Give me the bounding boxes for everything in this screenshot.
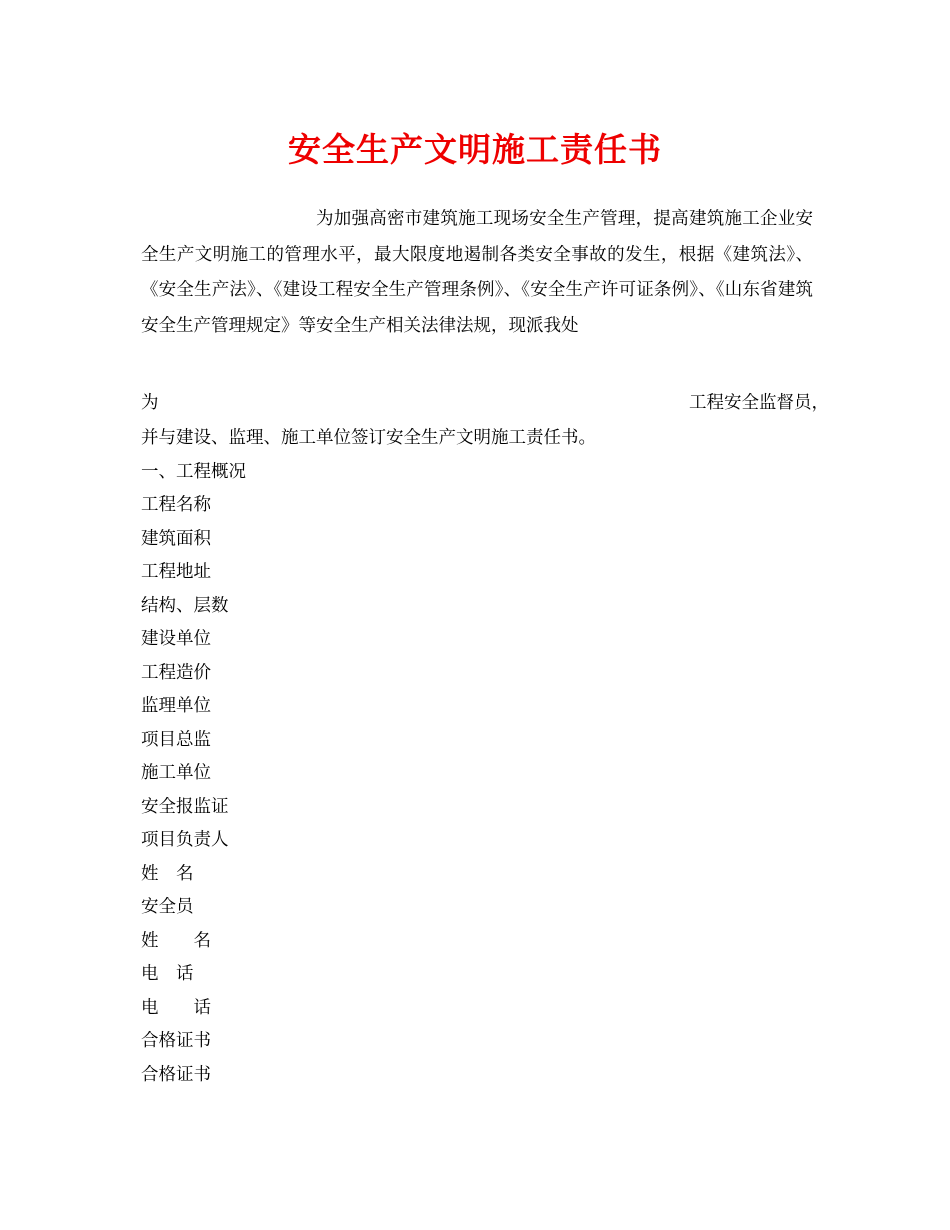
field-label: 建设单位 bbox=[141, 629, 211, 649]
field-label: 电 话 bbox=[141, 998, 211, 1018]
field-label: 工程名称 bbox=[141, 495, 211, 515]
intro-paragraph: 为加强高密市建筑施工现场安全生产管理，提高建筑施工企业安全生产文明施工的管理水平，最大限度地遏制各类安全事故的发生，根据《建筑法》、《安全生产法》、《建设工程安全生产管理条例》、《安全生产许可证条例》、《山东省建筑安全生产管理规定》等安全生产相关法律法规，现派我处 bbox=[141, 209, 813, 336]
section-heading: 一、工程概况 bbox=[141, 462, 246, 482]
assign-left-text: 为 bbox=[141, 393, 159, 413]
field-label: 项目负责人 bbox=[141, 830, 229, 850]
field-label: 合格证书 bbox=[141, 1065, 211, 1085]
field-label: 姓 名 bbox=[141, 864, 194, 884]
field-label: 结构、层数 bbox=[141, 596, 229, 616]
field-label: 施工单位 bbox=[141, 763, 211, 783]
field-label: 项目总监 bbox=[141, 730, 211, 750]
assign-right-text: 工程安全监督员， bbox=[689, 393, 829, 413]
field-label: 工程造价 bbox=[141, 663, 211, 683]
field-label: 监理单位 bbox=[141, 696, 211, 716]
field-label: 工程地址 bbox=[141, 562, 211, 582]
field-label: 姓 名 bbox=[141, 931, 211, 951]
field-label: 建筑面积 bbox=[141, 529, 211, 549]
field-label: 电 话 bbox=[141, 964, 194, 984]
document-title: 安全生产文明施工责任书 bbox=[288, 130, 662, 169]
field-label: 安全报监证 bbox=[141, 797, 229, 817]
field-label: 安全员 bbox=[141, 897, 194, 917]
field-label: 合格证书 bbox=[141, 1031, 211, 1051]
assign-continued-text: 并与建设、监理、施工单位签订安全生产文明施工责任书。 bbox=[141, 428, 596, 448]
